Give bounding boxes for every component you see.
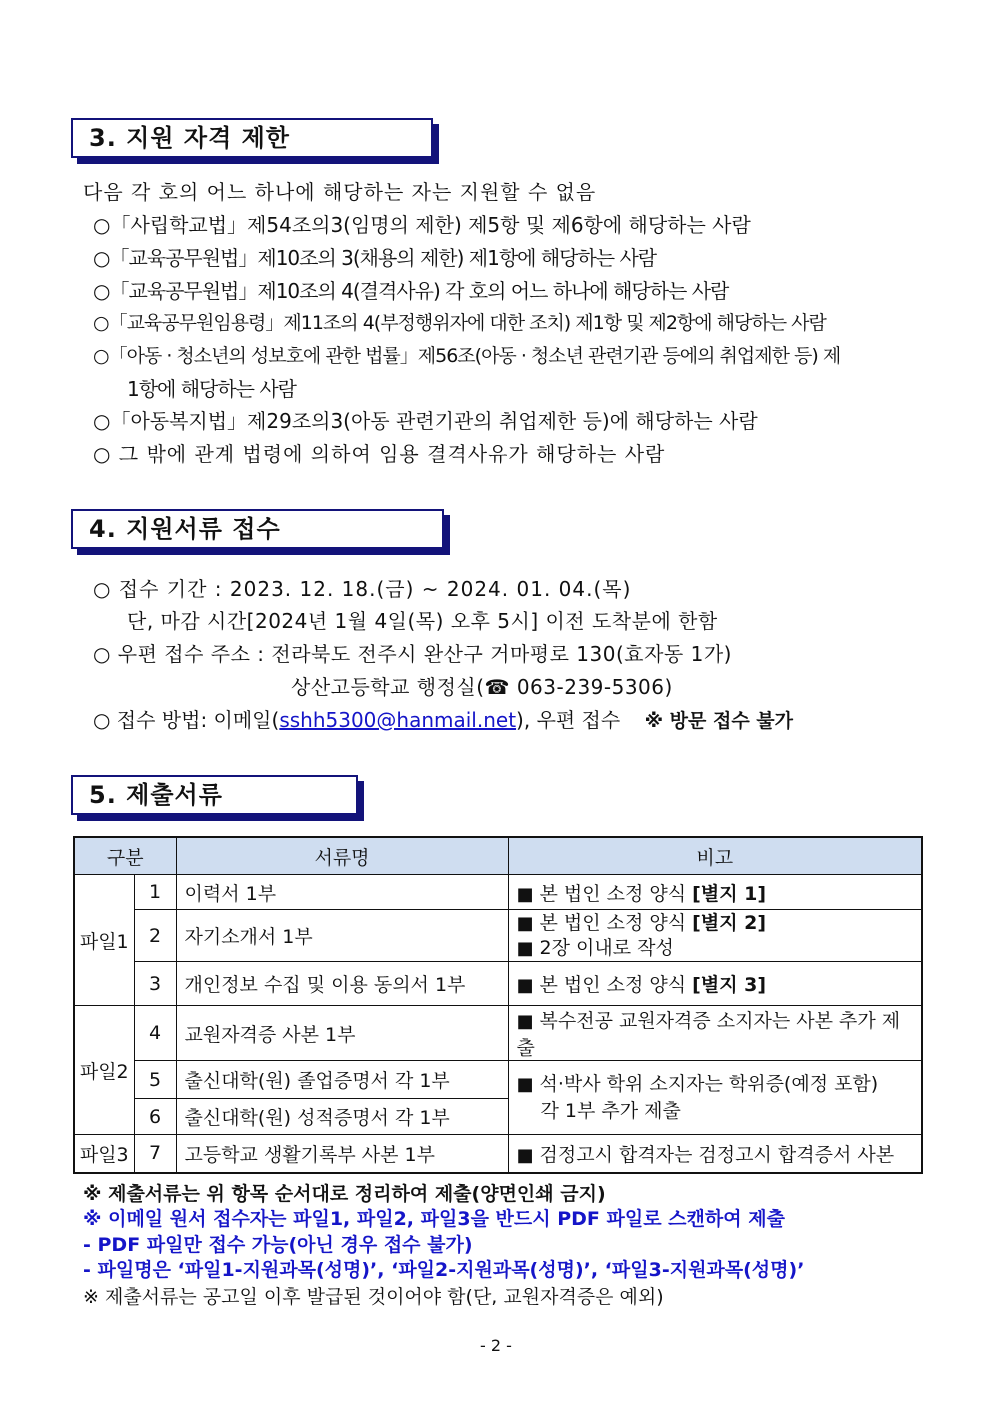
group-label: 파일1 bbox=[74, 875, 134, 1006]
section3-item: 1항에 해당하는 사람 bbox=[127, 377, 296, 401]
document-note: ■ 석·박사 학위 소지자는 학위증(예정 포함) 각 1부 추가 제출 bbox=[508, 1061, 922, 1135]
document-note: ■ 본 법인 소정 양식 [별지 3] bbox=[508, 962, 922, 1006]
row-number: 3 bbox=[134, 962, 176, 1006]
receipt-method bbox=[93, 706, 793, 735]
section3-header bbox=[71, 118, 433, 158]
document-note: ■ 본 법인 소정 양식 [별지 1] bbox=[508, 875, 922, 910]
receipt-deadline: 단, 마감 시간[2024년 1월 4일(목) 오후 5시] 이전 도착분에 한함 bbox=[127, 609, 718, 633]
section3-item: ○「교육공무원임용령」제11조의 4(부정행위자에 대한 조치) 제1항 및 제2항에 해당하는 사람 bbox=[93, 312, 826, 334]
table-row bbox=[74, 1061, 922, 1099]
group-label: 파일3 bbox=[74, 1135, 134, 1173]
note-email: ※ 이메일 원서 접수자는 파일1, 파일2, 파일3을 반드시 PDF 파일로 스캔하여 제출 bbox=[83, 1208, 785, 1230]
section3-intro: 다음 각 호의 어느 하나에 해당하는 자는 지원할 수 없음 bbox=[83, 180, 597, 204]
document-note: ■ 복수전공 교원자격증 소지자는 사본 추가 제출 bbox=[508, 1006, 922, 1061]
method-suffix: ), 우편 접수 bbox=[516, 708, 621, 732]
row-number: 5 bbox=[134, 1061, 176, 1099]
receipt-period: ○ 접수 기간 : 2023. 12. 18.(금) ~ 2024. 01. 04.(목) bbox=[93, 577, 632, 601]
section3-item: ○「사립학교법」제54조의3(임명의 제한) 제5항 및 제6항에 해당하는 사람 bbox=[93, 213, 751, 237]
section3-item: ○「교육공무원법」제10조의 4(결격사유) 각 호의 어느 하나에 해당하는 사람 bbox=[93, 279, 729, 303]
email-link[interactable]: sshh5300@hanmail.net bbox=[279, 708, 517, 732]
page-number: - 2 - bbox=[480, 1336, 512, 1355]
section4-header bbox=[71, 509, 444, 549]
documents-table bbox=[73, 836, 923, 1174]
postal-address: ○ 우편 접수 주소 : 전라북도 전주시 완산구 거마평로 130(효자동 1가) bbox=[93, 642, 732, 666]
table-header: 서류명 bbox=[176, 837, 508, 875]
document-name: 개인정보 수집 및 이용 동의서 1부 bbox=[176, 962, 508, 1006]
note-filename: - 파일명은 ‘파일1-지원과목(성명)’, ‘파일2-지원과목(성명)’, ‘파일3-지원과목(성명)’ bbox=[83, 1259, 805, 1281]
section3-item: ○「아동복지법」제29조의3(아동 관련기관의 취업제한 등)에 해당하는 사람 bbox=[93, 409, 758, 433]
section3-item: ○「교육공무원법」제10조의 3(채용의 제한) 제1항에 해당하는 사람 bbox=[93, 246, 657, 270]
section4-title: 4. 지원서류 접수 bbox=[71, 509, 444, 549]
section3-title: 3. 지원 자격 제한 bbox=[71, 118, 433, 158]
phone-number: 063-239-5306) bbox=[509, 675, 673, 699]
table-row bbox=[74, 1135, 922, 1173]
document-name: 출신대학(원) 성적증명서 각 1부 bbox=[176, 1099, 508, 1135]
section3-item: ○ 그 밖에 관계 법령에 의하여 임용 결격사유가 해당하는 사람 bbox=[93, 442, 666, 466]
document-name: 교원자격증 사본 1부 bbox=[176, 1006, 508, 1061]
row-number: 2 bbox=[134, 910, 176, 962]
table-row bbox=[74, 910, 922, 962]
table-row bbox=[74, 875, 922, 910]
table-header: 구분 bbox=[74, 837, 176, 875]
row-number: 6 bbox=[134, 1099, 176, 1135]
section5-header bbox=[71, 775, 358, 815]
table-header: 비고 bbox=[508, 837, 922, 875]
document-name: 자기소개서 1부 bbox=[176, 910, 508, 962]
row-number: 7 bbox=[134, 1135, 176, 1173]
document-name: 이력서 1부 bbox=[176, 875, 508, 910]
document-note: ■ 검정고시 합격자는 검정고시 합격증서 사본 bbox=[508, 1135, 922, 1173]
method-prefix: ○ 접수 방법: 이메일( bbox=[93, 708, 280, 732]
group-label: 파일2 bbox=[74, 1006, 134, 1135]
document-note: ■ 본 법인 소정 양식 [별지 2] ■ 2장 이내로 작성 bbox=[508, 910, 922, 962]
note-order: ※ 제출서류는 위 항목 순서대로 정리하여 제출(양면인쇄 금지) bbox=[83, 1183, 606, 1205]
office-name: 상산고등학교 행정실( bbox=[291, 675, 485, 699]
row-number: 1 bbox=[134, 875, 176, 910]
note-pdf-only: - PDF 파일만 접수 가능(아닌 경우 접수 불가) bbox=[83, 1234, 473, 1256]
row-number: 4 bbox=[134, 1006, 176, 1061]
section5-title: 5. 제출서류 bbox=[71, 775, 358, 815]
section3-item: ○「아동 · 청소년의 성보호에 관한 법률」제56조(아동 · 청소년 관련기관 등에의 취업제한 등) 제 bbox=[93, 345, 841, 367]
phone-icon: ☎ bbox=[484, 675, 510, 699]
document-name: 출신대학(원) 졸업증명서 각 1부 bbox=[176, 1061, 508, 1099]
no-visit-note: ※ 방문 접수 불가 bbox=[644, 710, 794, 732]
table-row bbox=[74, 1006, 922, 1061]
note-issue-date: ※ 제출서류는 공고일 이후 발급된 것이어야 함(단, 교원자격증은 예외) bbox=[83, 1286, 664, 1308]
document-name: 고등학교 생활기록부 사본 1부 bbox=[176, 1135, 508, 1173]
table-row bbox=[74, 962, 922, 1006]
school-office bbox=[291, 673, 673, 701]
